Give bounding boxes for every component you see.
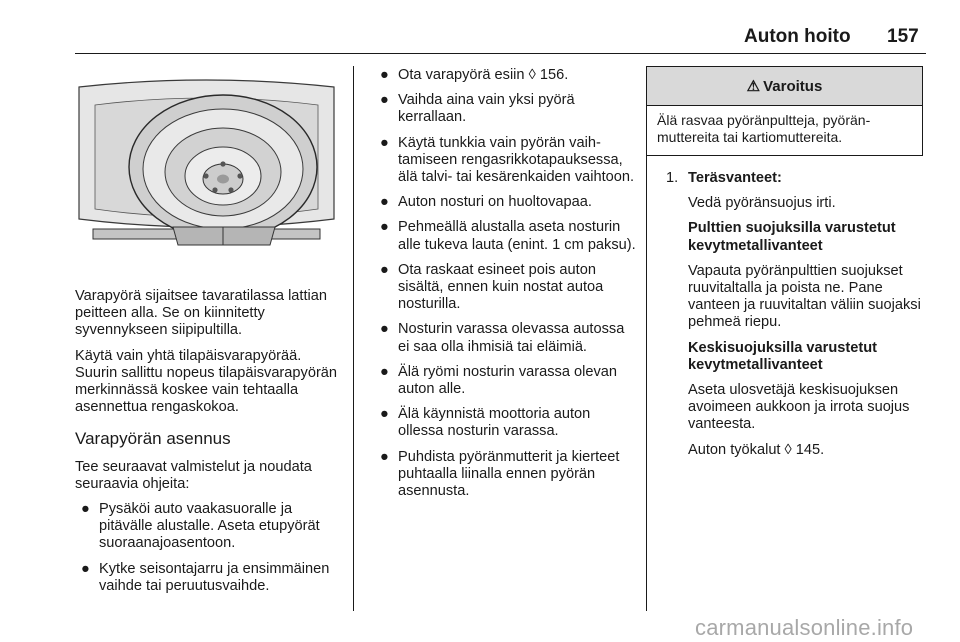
bullet-icon: ● [380, 406, 389, 423]
header-rule [75, 53, 926, 54]
bolt-cover-rims-text: Vapauta pyöränpulttien suojukset ruuvitaltalla ja poista ne. Pane vanteen ja ruuvitaltan väliin suojaksi pehmeä riepu. [688, 262, 921, 331]
list-item: ● Kytke seisontajarru ja ensimmäinen vaihde tai peruutusvaihde. [81, 560, 330, 594]
instructions-list [374, 67, 638, 500]
list-item: ● Älä käynnistä moottoria auton ollessa nosturin varassa. [380, 406, 591, 440]
warning-text: Älä rasvaa pyöränpultteja, pyöränmuttereita tai kartiomuttereita. [657, 112, 871, 145]
warning-title: Varoitus [763, 77, 823, 95]
spare-wheel-illustration [75, 69, 338, 251]
running-header-title: Auton hoito [744, 26, 851, 47]
list-item: ● Auton nosturi on huoltovapaa. [380, 194, 592, 211]
center-cover-rims-text: Aseta ulosvetäjä keskisuojuksen avoimeen aukkoon ja irrota suojus vanteesta. [688, 382, 910, 433]
spare-wheel-location-paragraph: Varapyörä sijaitsee tavaratilassa lattian peitteen alla. Se on kiinnitetty syvennykseen siipipultilla. [75, 288, 328, 339]
list-item: ● Pysäköi auto vaakasuoralle ja pitävälle alustalle. Aseta etupyörät suoraanajoasentoon. [81, 501, 320, 552]
steel-rim-text: Vedä pyöränsuojus irti. [688, 195, 836, 212]
left-column [75, 288, 345, 603]
list-item: ● Puhdista pyöränmutterit ja kierteet puhtaalla liinalla ennen pyörän asennusta. [380, 448, 620, 500]
bullet-icon: ● [81, 560, 90, 577]
bullet-icon: ● [380, 321, 389, 338]
bullet-icon: ● [380, 363, 389, 380]
bullet-icon: ● [380, 92, 389, 109]
center-cover-rims-title: Keskisuojuksilla varustetut kevytmetallivanteet [688, 339, 877, 373]
warning-header [647, 67, 922, 106]
middle-column [374, 67, 638, 508]
bullet-icon: ● [380, 134, 389, 151]
page-number: 157 [887, 26, 919, 47]
bullet-icon: ● [380, 219, 389, 236]
warning-triangle-icon: ⚠ [746, 78, 761, 95]
step-title: Teräsvanteet: [688, 170, 782, 186]
bullet-icon: ● [380, 448, 389, 465]
section-heading: Varapyörän asennus [75, 429, 231, 449]
list-item: ● Käytä tunkkia vain pyörän vaihtamiseen rengasrikkotapauksessa, älä talvi- tai kesärenkaiden vaihtoon. [380, 134, 635, 186]
bullet-icon: ● [380, 261, 389, 278]
temporary-spare-paragraph: Käytä vain yhtä tilapäisvarapyörää. Suurin sallittu nopeus tilapäisvarapyörän merkinnässä koskee vain tehtaalla asennettua rengaskokoa. [75, 347, 338, 416]
list-item: ● Vaihda aina vain yksi pyörä kerrallaan. [380, 92, 575, 126]
section-intro: Tee seuraavat valmistelut ja noudata seuraavia ohjeita: [75, 458, 312, 492]
bullet-icon: ● [81, 501, 90, 518]
tools-reference: Auton työkalut ◊ 145. [688, 441, 825, 458]
watermark: carmanualsonline.info [695, 615, 914, 640]
list-item: ● Nosturin varassa olevassa autossa ei saa olla ihmisiä tai eläimiä. [380, 321, 625, 355]
list-item: ● Älä ryömi nosturin varassa olevan auton alle. [380, 363, 618, 398]
list-item: ● Ota raskaat esineet pois auton sisältä, ennen kuin nostat autoa nosturilla. [380, 261, 604, 313]
column-divider-left [353, 66, 354, 611]
step-number: 1. [666, 170, 679, 186]
bullet-icon: ● [380, 194, 389, 211]
warning-box [646, 66, 923, 156]
list-item: ● Pehmeällä alustalla aseta nosturin alle tukeva lauta (enint. 1 cm paksu). [380, 219, 636, 253]
numbered-step [666, 170, 928, 459]
right-column [666, 170, 928, 467]
bullet-icon: ● [380, 67, 389, 83]
preparation-list [75, 501, 345, 595]
bolt-cover-rims-title: Pulttien suojuksilla varustetut kevytmetallivanteet [688, 220, 896, 254]
list-item: ● Ota varapyörä esiin ◊ 156. [380, 67, 569, 83]
